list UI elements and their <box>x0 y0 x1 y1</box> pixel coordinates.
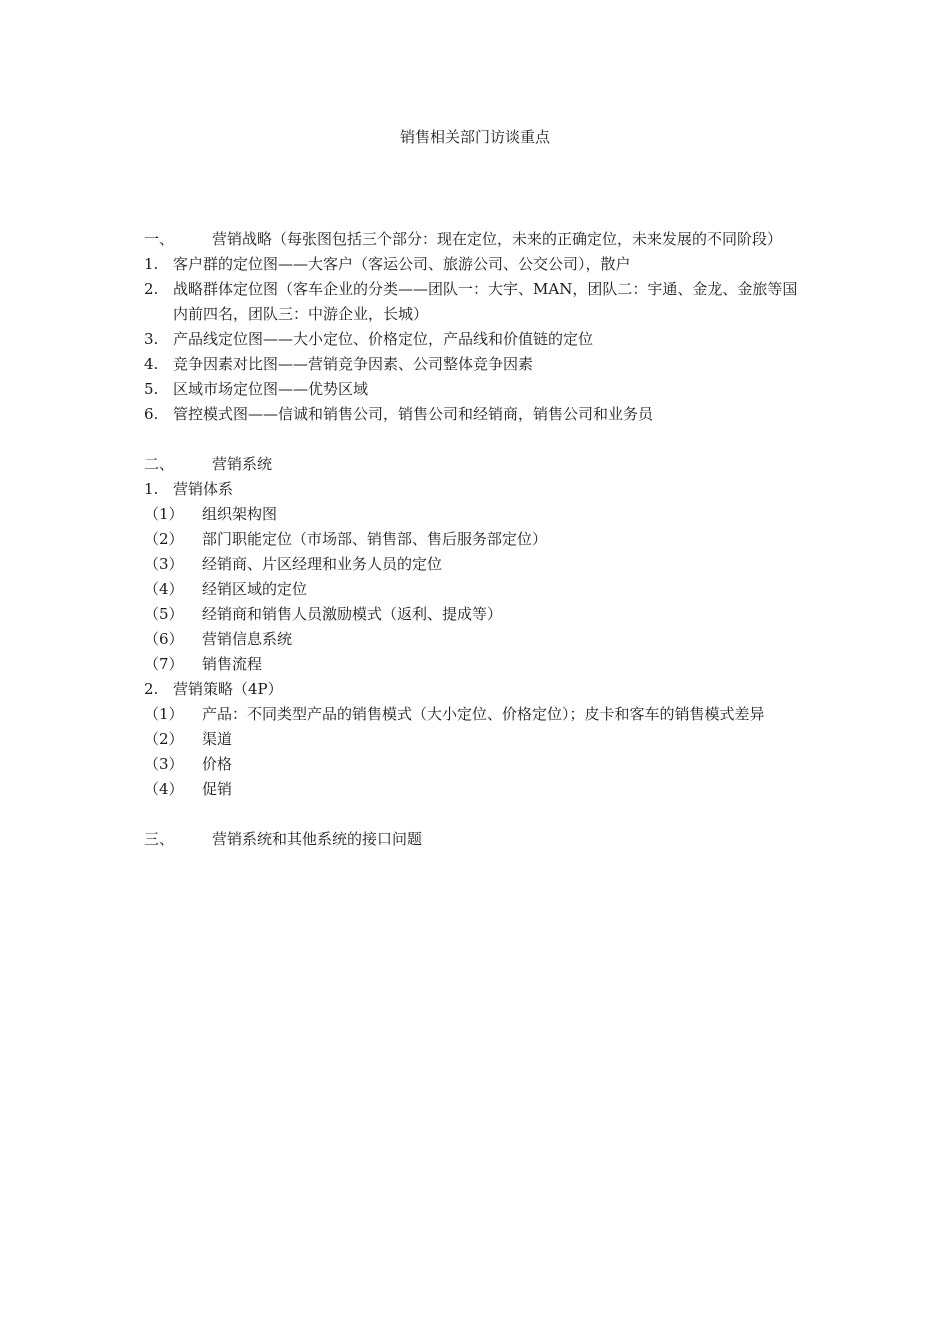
list-item <box>144 727 812 752</box>
list-item <box>144 527 812 552</box>
list-marker: 5. <box>144 380 159 398</box>
list-item-text: 管控模式图——信诚和销售公司，销售公司和经销商，销售公司和业务员 <box>173 405 654 423</box>
list-marker: （5） <box>144 605 184 623</box>
list-item <box>144 777 812 802</box>
subsection-text: 营销体系 <box>173 480 234 498</box>
list-item-text: 组织架构图 <box>202 505 278 523</box>
list-item-text: 促销 <box>202 780 233 798</box>
list-marker: （1） <box>144 505 184 523</box>
list-item <box>144 377 812 402</box>
list-item-text: 渠道 <box>202 730 233 748</box>
list-item <box>144 577 812 602</box>
list-item <box>144 327 812 352</box>
section-heading <box>144 827 812 852</box>
list-item-text: 营销信息系统 <box>202 630 293 648</box>
list-marker: （2） <box>144 530 184 548</box>
list-item-text: 销售流程 <box>202 655 263 673</box>
list-marker: 6. <box>144 405 159 423</box>
list-item-text: 经销商、片区经理和业务人员的定位 <box>202 555 443 573</box>
list-item-text: 战略群体定位图（客车企业的分类——团队一：大宇、MAN，团队二：宇通、金龙、金旅等国内前四名，团队三：中游企业，长城） <box>173 280 798 323</box>
list-item-text: 产品线定位图——大小定位、价格定位，产品线和价值链的定位 <box>173 330 594 348</box>
list-marker: （4） <box>144 580 184 598</box>
list-marker: 2. <box>144 280 159 298</box>
section-marker: 三、 <box>144 830 175 848</box>
list-marker: 4. <box>144 355 159 373</box>
subsection-heading <box>144 677 812 702</box>
list-marker: （3） <box>144 755 184 773</box>
list-item <box>144 502 812 527</box>
list-item-text: 价格 <box>202 755 233 773</box>
list-marker: （6） <box>144 630 184 648</box>
section-heading-text: 营销系统和其他系统的接口问题 <box>212 830 423 848</box>
list-marker: （3） <box>144 555 184 573</box>
list-marker: （2） <box>144 730 184 748</box>
list-item-text: 经销区域的定位 <box>202 580 308 598</box>
list-item <box>144 702 812 727</box>
list-item <box>144 752 812 777</box>
list-marker: 2. <box>144 680 159 698</box>
list-item <box>144 602 812 627</box>
section-heading <box>144 227 812 252</box>
paragraph-gap <box>144 802 812 827</box>
section-marker: 二、 <box>144 455 175 473</box>
list-item <box>144 652 812 677</box>
list-item <box>144 552 812 577</box>
list-item-text: 区域市场定位图——优势区域 <box>173 380 369 398</box>
subsection-text: 营销策略（4P） <box>173 680 283 698</box>
list-item <box>144 352 812 377</box>
list-marker: （4） <box>144 780 184 798</box>
subsection-heading <box>144 477 812 502</box>
list-item-text: 产品：不同类型产品的销售模式（大小定位、价格定位）；皮卡和客车的销售模式差异 <box>202 705 765 723</box>
document-title: 销售相关部门访谈重点 <box>399 128 550 146</box>
list-marker: 1. <box>144 255 159 273</box>
list-marker: 1. <box>144 480 159 498</box>
list-marker: （1） <box>144 705 184 723</box>
list-item <box>144 627 812 652</box>
paragraph-gap <box>144 427 812 452</box>
list-item-text: 经销商和销售人员激励模式（返利、提成等） <box>202 605 503 623</box>
list-item-text: 客户群的定位图——大客户（客运公司、旅游公司、公交公司），散户 <box>173 255 631 273</box>
list-item-text: 部门职能定位（市场部、销售部、售后服务部定位） <box>202 530 548 548</box>
section-marker: 一、 <box>144 230 175 248</box>
section-heading-text: 营销战略（每张图包括三个部分：现在定位，未来的正确定位，未来发展的不同阶段） <box>212 230 783 248</box>
list-item <box>144 252 812 277</box>
document-body <box>144 227 812 852</box>
section-heading-text: 营销系统 <box>212 455 273 473</box>
section-heading <box>144 452 812 477</box>
list-marker: 3. <box>144 330 159 348</box>
list-item <box>144 277 812 327</box>
list-marker: （7） <box>144 655 184 673</box>
list-item-text: 竞争因素对比图——营销竞争因素、公司整体竞争因素 <box>173 355 534 373</box>
list-item <box>144 402 812 427</box>
